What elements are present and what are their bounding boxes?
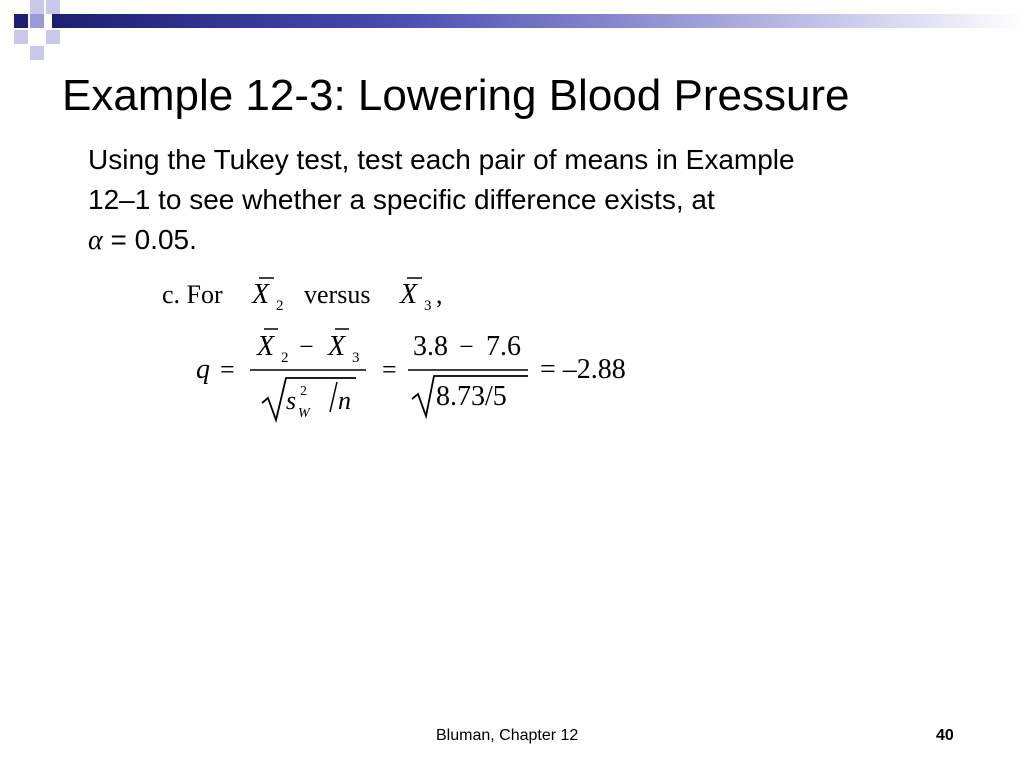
body-line: 12–1 to see whether a specific difference exists, at xyxy=(88,184,715,215)
slide-title: Example 12-3: Lowering Blood Pressure xyxy=(62,71,850,120)
numerator-value: 7.6 xyxy=(486,331,521,362)
subscript-3: 3 xyxy=(352,350,360,366)
denominator-value: 8.73/5 xyxy=(436,381,507,412)
x-bar-3: X xyxy=(400,279,418,310)
alpha-symbol: α xyxy=(88,225,103,256)
alpha-value: = 0.05. xyxy=(102,224,197,255)
result-value: = –2.88 xyxy=(540,354,626,385)
x-bar-2: X xyxy=(252,279,270,310)
x-bar-3: X xyxy=(328,331,346,362)
footer-source: Bluman, Chapter 12 xyxy=(436,727,579,744)
subscript-2: 2 xyxy=(281,350,289,366)
body-line: Using the Tukey test, test each pair of means in Example xyxy=(88,144,795,175)
s-subscript: W xyxy=(298,406,310,421)
subscript-3: 3 xyxy=(424,298,432,314)
slash xyxy=(330,382,337,412)
minus-sign: − xyxy=(299,332,314,361)
versus-text: versus xyxy=(304,280,371,309)
s-symbol: s xyxy=(286,386,297,415)
numerator-value: 3.8 xyxy=(413,331,448,362)
x-bar-2: X xyxy=(257,331,275,362)
s-superscript: 2 xyxy=(300,384,307,399)
formula-label: c. For xyxy=(162,280,223,309)
minus-sign: − xyxy=(459,332,474,361)
q-symbol: q xyxy=(196,354,210,385)
n-symbol: n xyxy=(338,386,351,415)
equals-sign: = xyxy=(382,355,397,384)
comma: , xyxy=(436,280,443,309)
page-number: 40 xyxy=(936,727,954,744)
equals-sign: = xyxy=(220,355,235,384)
subscript-2: 2 xyxy=(276,298,284,314)
